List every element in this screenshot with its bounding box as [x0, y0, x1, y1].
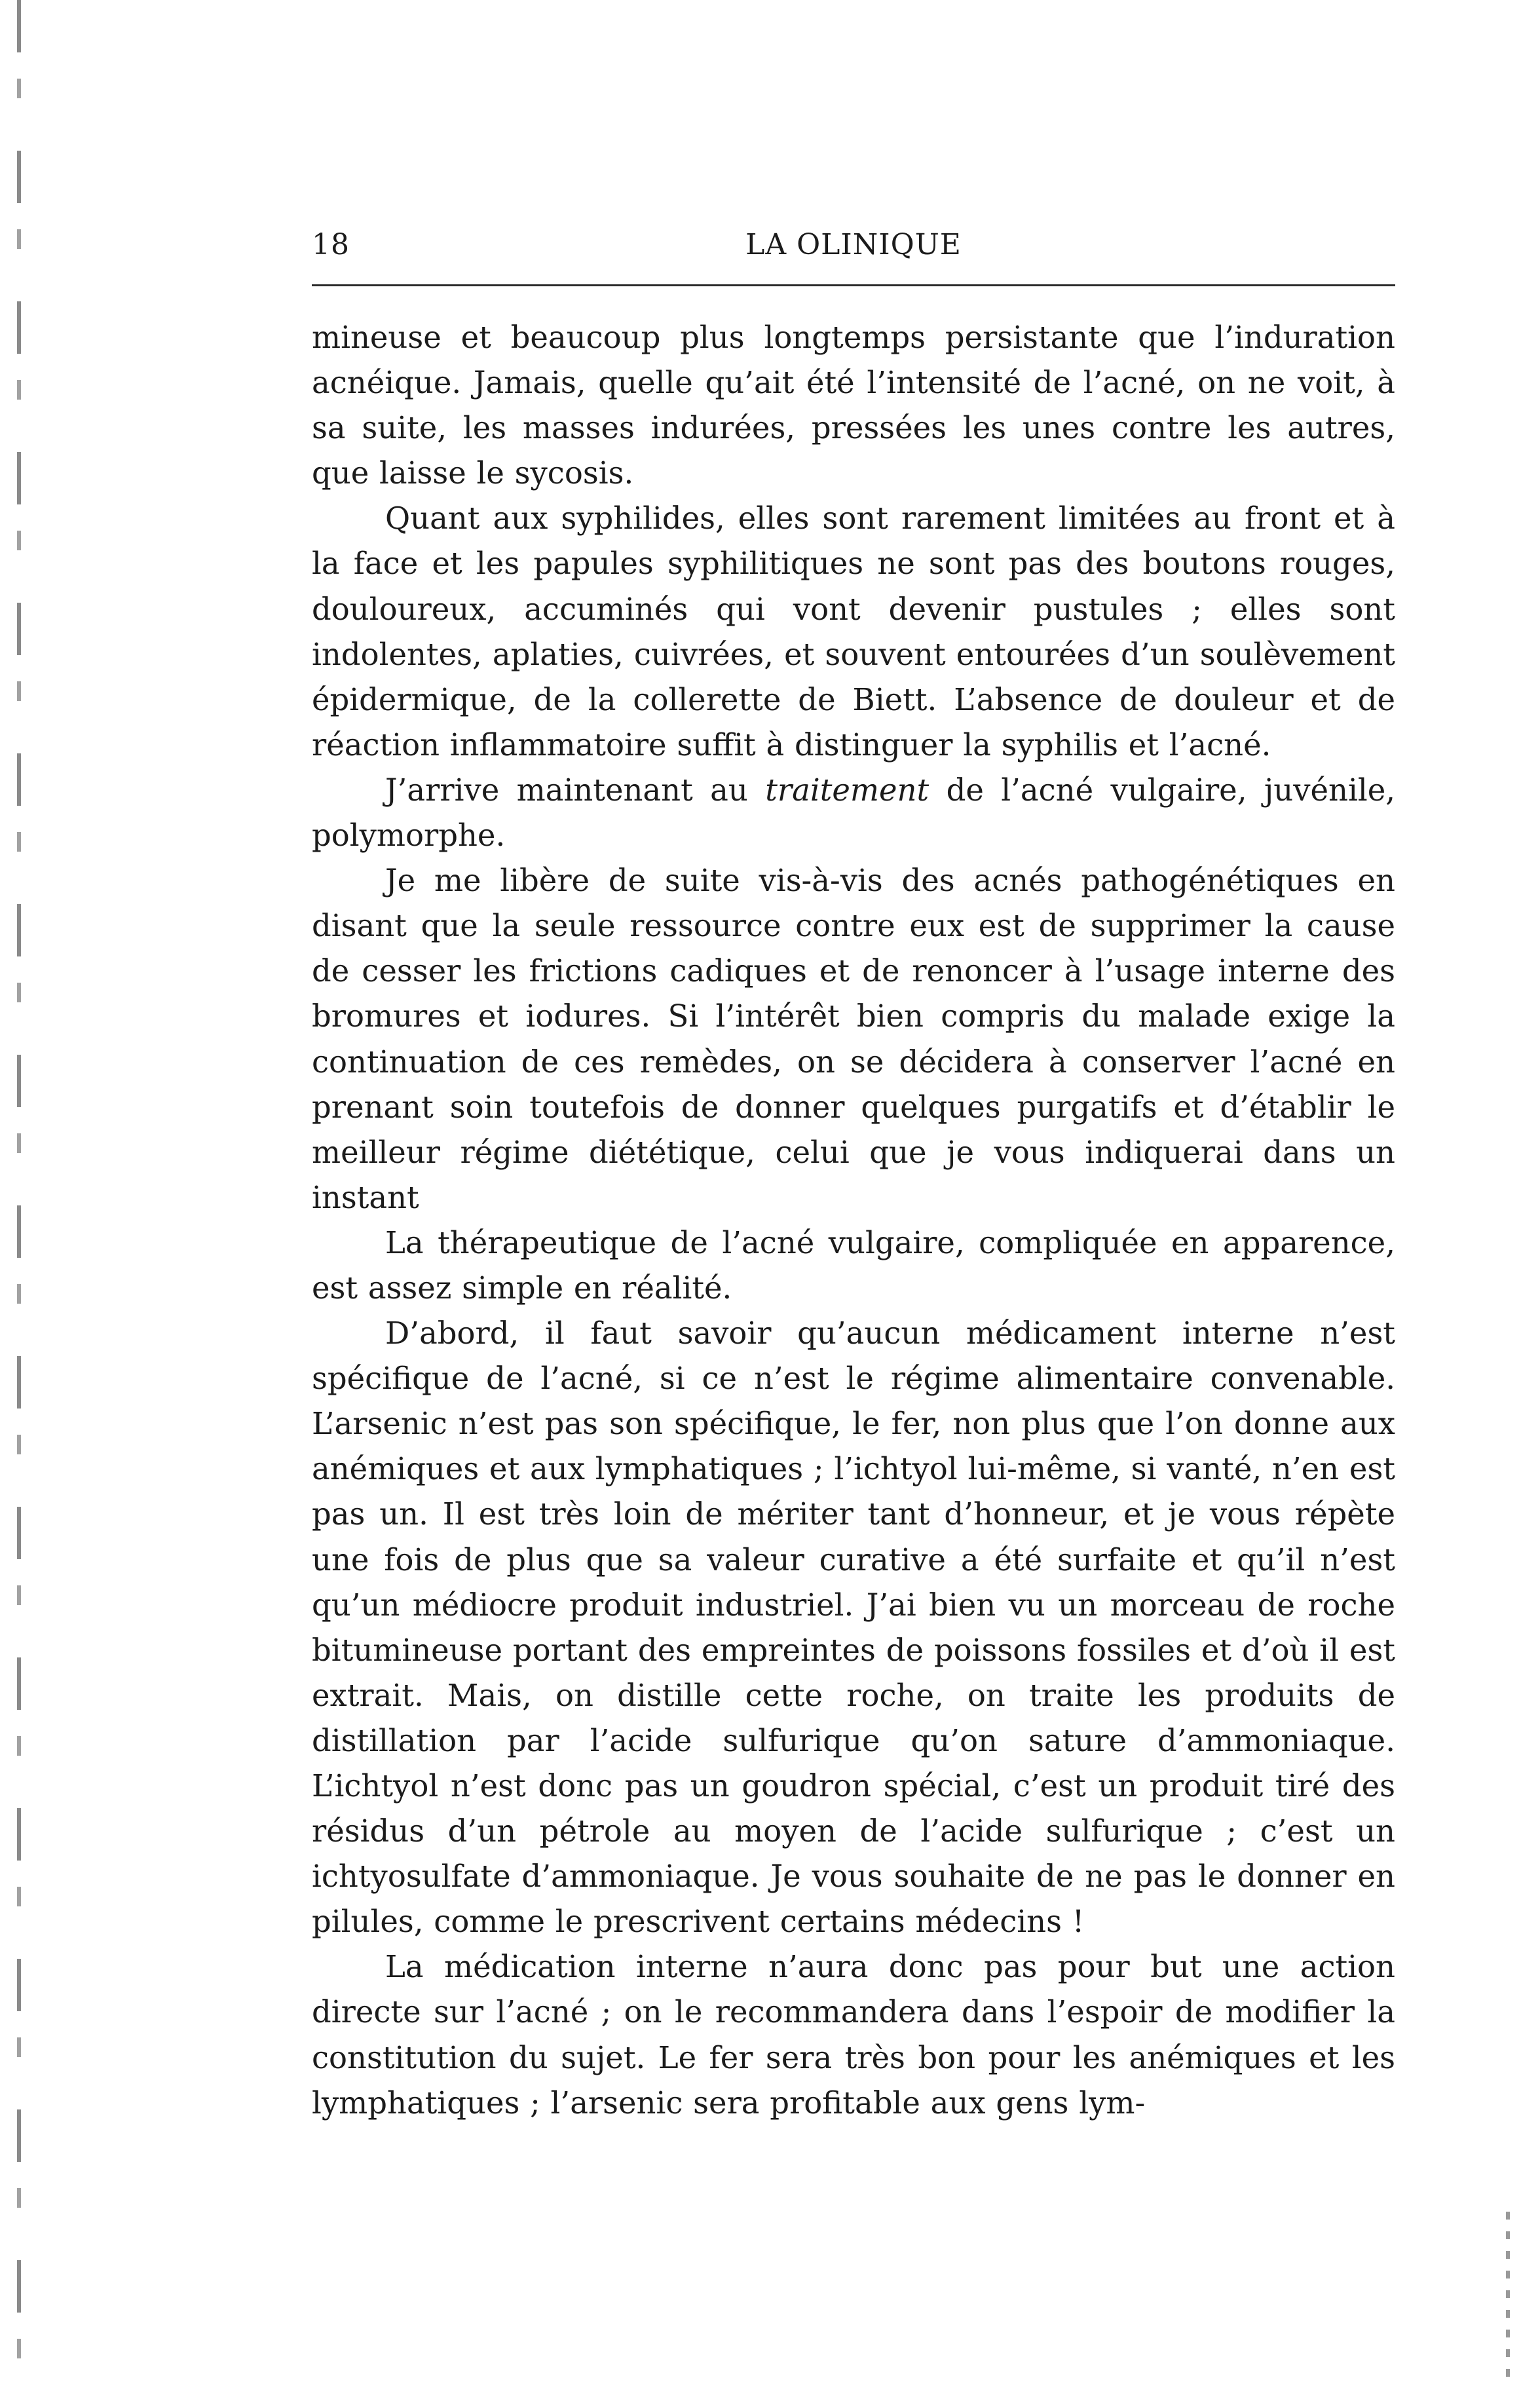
paragraph: Quant aux syphilides, elles sont rarement limitées au front et à la face et les papules syphilitiques ne sont pas des boutons rouges, douloureux, accuminés qui vont devenir pustules ; elles sont indolentes, aplaties, cuivrées, et souvent entourées d’un soulèvement épidermique, de la collerette de Biett. L’absence de douleur et de réaction inflammatoire suffit à distinguer la syphilis et l’acné.	[312, 501, 1395, 763]
scan-edge-left	[17, 0, 21, 2382]
running-title: LA OLINIQUE	[745, 228, 962, 261]
paragraph: mineuse et beaucoup plus longtemps persistante que l’induration acnéique. Jamais, quelle qu’ait été l’intensité de l’acné, on ne voit, à sa suite, les masses indurées, pressées les unes contre les autres, que laisse le sycosis.	[312, 320, 1395, 491]
book-page	[312, 223, 1395, 2126]
paragraph-text: de l’acné vulgaire, juvénile, polymorphe.	[312, 772, 1395, 854]
paragraph: La médication interne n’aura donc pas pour but une action directe sur l’acné ; on le recommandera dans l’espoir de modifier la constitution du sujet. Le fer sera très bon pour les anémiques et les lymphatiques ; l’arsenic sera profitable aux gens lym-	[312, 1949, 1395, 2121]
paragraph: La thérapeutique de l’acné vulgaire, compliquée en apparence, est assez simple en réalité.	[312, 1224, 1395, 1306]
scan-edge-right	[1506, 2212, 1510, 2382]
header-rule	[312, 284, 1395, 286]
paragraph	[312, 768, 1395, 858]
body-text	[312, 315, 1395, 2126]
paragraph: Je me libère de suite vis-à-vis des acnés pathogénétiques en disant que la seule ressource contre eux est de supprimer la cause de cesser les frictions cadiques et de renoncer à l’usage interne des bromures et iodures. Si l’intérêt bien compris du malade exige la continuation de ces remèdes, on se décidera à conserver l’acné en prenant soin toutefois de donner quelques purgatifs et d’établir le meilleur régime diététique, celui que je vous indiquerai dans un instant	[312, 863, 1395, 1215]
emphasis-text: traitement	[765, 772, 930, 808]
running-head	[312, 223, 1395, 269]
paragraph-text: J’arrive maintenant au	[385, 772, 766, 808]
paragraph: D’abord, il faut savoir qu’aucun médicament interne n’est spécifique de l’acné, si ce n’est le régime alimentaire convenable. L’arsenic n’est pas son spécifique, le fer, non plus que l’on donne aux anémiques et aux lymphatiques ; l’ichtyol lui-même, si vanté, n’en est pas un. Il est très loin de mériter tant d’honneur, et je vous répète une fois de plus que sa valeur curative a été surfaite et qu’il n’est qu’un médiocre produit industriel. J’ai bien vu un morceau de roche bitumineuse portant des empreintes de poissons fossiles et d’où il est extrait. Mais, on distille cette roche, on traite les produits de distillation par l’acide sulfurique qu’on sature d’ammoniaque. L’ichtyol n’est donc pas un goudron spécial, c’est un produit tiré des résidus d’un pétrole au moyen de l’acide sulfurique ; c’est un ichtyosulfate d’ammoniaque. Je vous souhaite de ne pas le donner en pilules, comme le prescrivent certains médecins !	[312, 1315, 1395, 1940]
page-number: 18	[312, 228, 350, 261]
